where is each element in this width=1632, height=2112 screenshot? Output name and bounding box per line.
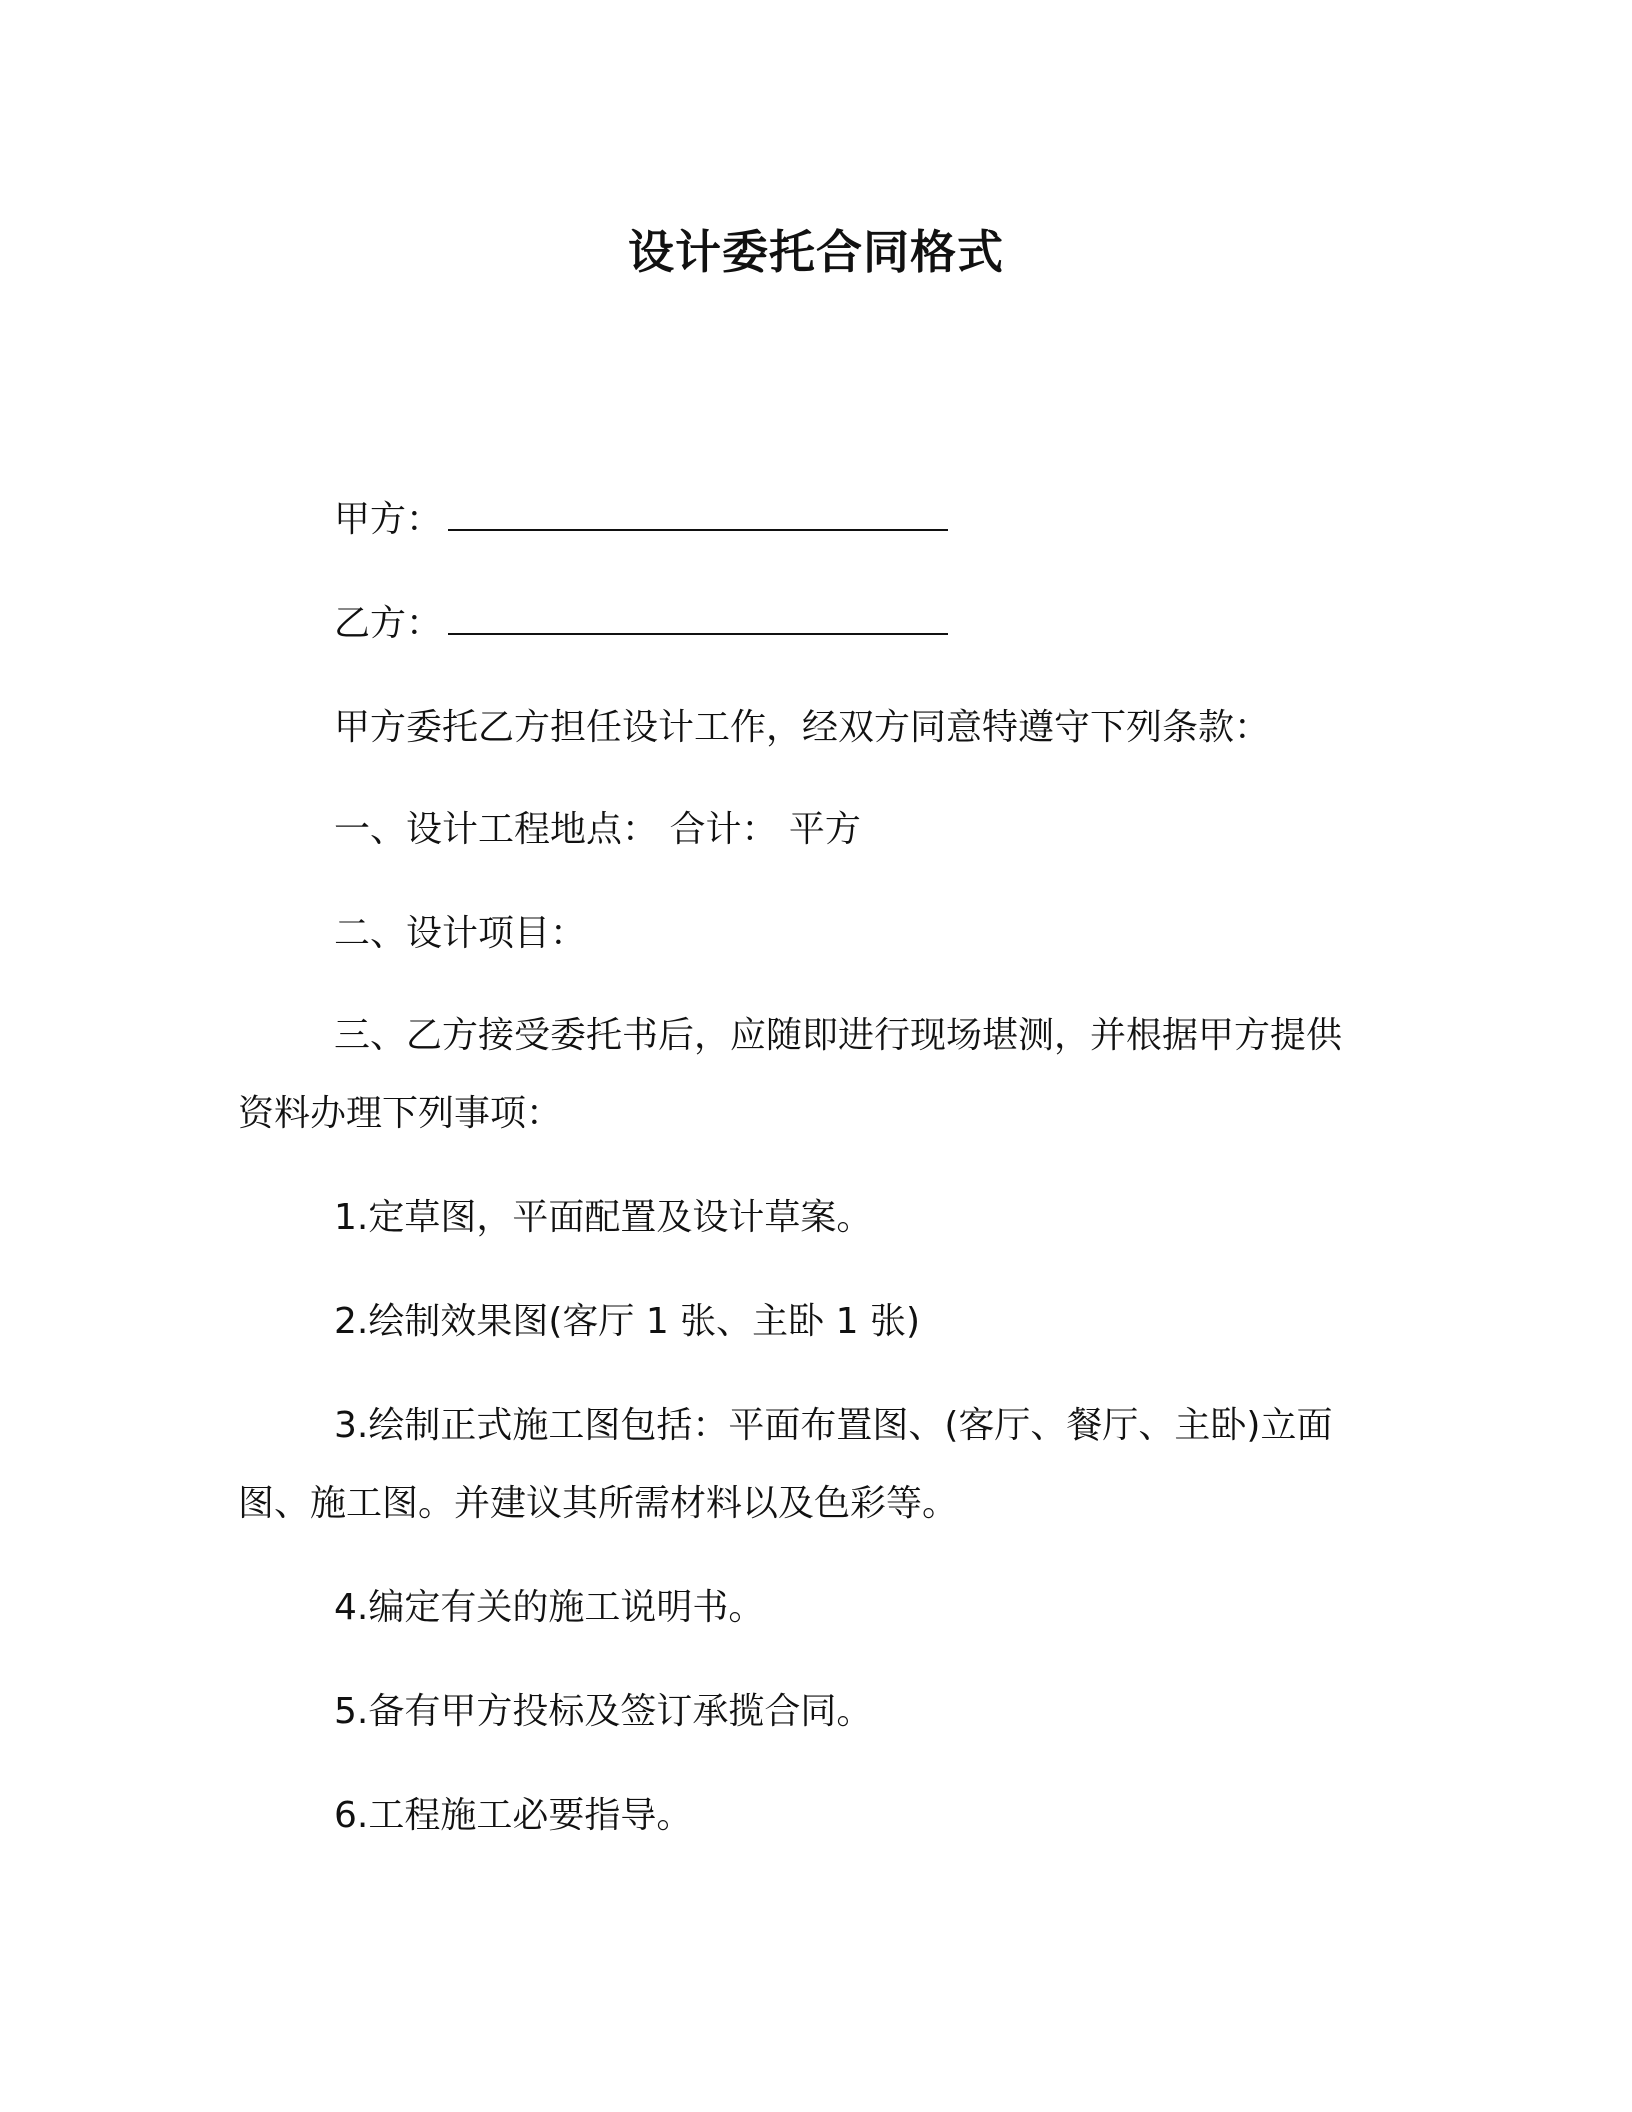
clause-3-line-2: 资料办理下列事项： bbox=[238, 1093, 563, 1134]
item-4: 4.编定有关的施工说明书。 bbox=[334, 1587, 765, 1628]
party-b-blank bbox=[448, 603, 948, 635]
intro-paragraph: 甲方委托乙方担任设计工作，经双方同意特遵守下列条款： bbox=[334, 707, 1271, 748]
party-a-label: 甲方： bbox=[334, 499, 443, 540]
clause-3-line-1: 三、乙方接受委托书后，应随即进行现场堪测，并根据甲方提供 bbox=[334, 1015, 1343, 1056]
party-a-blank bbox=[448, 499, 948, 531]
clause-2: 二、设计项目： bbox=[334, 913, 587, 954]
item-6: 6.工程施工必要指导。 bbox=[334, 1795, 693, 1836]
party-a-line bbox=[334, 496, 948, 544]
clause-1: 一、设计工程地点： 合计： 平方 bbox=[334, 809, 861, 850]
party-b-line bbox=[334, 600, 948, 648]
item-1: 1.定草图，平面配置及设计草案。 bbox=[334, 1197, 873, 1238]
item-3-line-2: 图、施工图。并建议其所需材料以及色彩等。 bbox=[238, 1483, 959, 1524]
item-3-line-1: 3.绘制正式施工图包括：平面布置图、(客厅、餐厅、主卧)立面 bbox=[334, 1405, 1333, 1446]
item-5: 5.备有甲方投标及签订承揽合同。 bbox=[334, 1691, 873, 1732]
party-b-label: 乙方： bbox=[334, 603, 443, 644]
item-2: 2.绘制效果图(客厅 1 张、主卧 1 张) bbox=[334, 1301, 921, 1342]
document-title: 设计委托合同格式 bbox=[628, 225, 1004, 279]
